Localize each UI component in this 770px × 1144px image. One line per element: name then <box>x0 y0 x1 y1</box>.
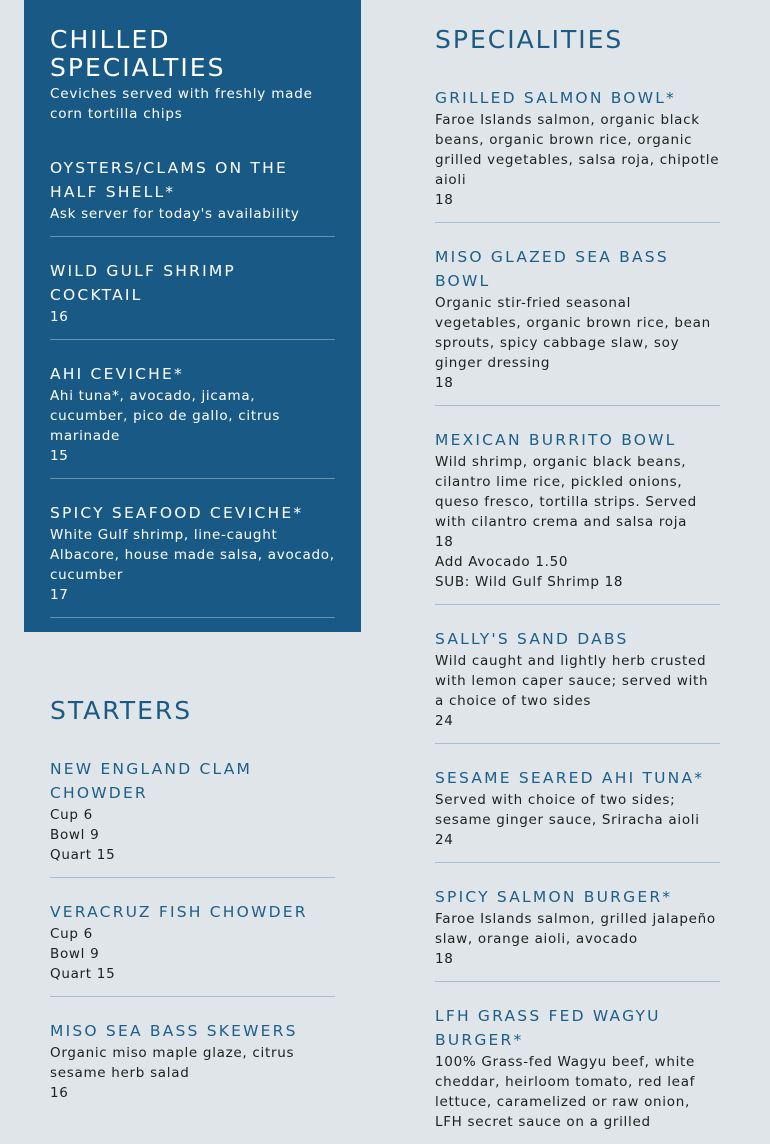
menu-item-price: Bowl 9 <box>50 946 100 962</box>
menu-item-price: 15 <box>50 448 69 464</box>
menu-item-name: VERACRUZ FISH CHOWDER <box>50 903 308 921</box>
menu-item-description: Wild caught and lightly herb crusted with lemon caper sauce; served with a choice of two sides <box>435 653 709 709</box>
menu-item-addon: Add Avocado 1.50 <box>435 554 569 570</box>
menu-item-price: Cup 6 <box>50 807 93 823</box>
menu-item-description: 100% Grass-fed Wagyu beef, white cheddar, heirloom tomato, red leaf lettuce, caramelized or raw onion, LFH secret sauce on a grilled <box>435 1054 696 1130</box>
menu-item-price: 18 <box>435 375 454 391</box>
menu-item-name: GRILLED SALMON BOWL* <box>435 89 677 107</box>
menu-item <box>435 245 720 406</box>
menu-item-name: LFH GRASS FED WAGYU BURGER* <box>435 1007 661 1049</box>
menu-item-description: Faroe Islands salmon, grilled jalapeño slaw, orange aioli, avocado <box>435 911 716 947</box>
menu-item-name: WILD GULF SHRIMP COCKTAIL <box>50 262 236 304</box>
starters-title: STARTERS <box>50 696 193 725</box>
specialities-title: SPECIALITIES <box>435 25 624 54</box>
menu-item-price: Quart 15 <box>50 966 116 982</box>
menu-item-description: Organic miso maple glaze, citrus sesame herb salad <box>50 1045 295 1081</box>
chilled-specialties-panel <box>24 0 361 632</box>
menu-item-name: SPICY SEAFOOD CEVICHE* <box>50 504 304 522</box>
chilled-specialties-section <box>50 26 335 618</box>
menu-item-price: 17 <box>50 587 69 603</box>
menu-item-name: NEW ENGLAND CLAM CHOWDER <box>50 760 253 802</box>
menu-item-price: 18 <box>435 192 454 208</box>
specialities-section <box>435 26 720 1144</box>
menu-item-price: Quart 15 <box>50 847 116 863</box>
menu-item-price: Cup 6 <box>50 926 93 942</box>
menu-item <box>50 501 335 618</box>
menu-item-price: 24 <box>435 713 454 729</box>
menu-item-description: Served with choice of two sides; sesame ginger sauce, Sriracha aioli <box>435 792 700 828</box>
menu-item-description: Organic stir-fried seasonal vegetables, organic brown rice, bean sprouts, spicy cabbage slaw, soy ginger dressing <box>435 295 711 371</box>
chilled-specialties-subtitle: Ceviches served with freshly made corn tortilla chips <box>50 86 313 122</box>
menu-item <box>435 766 720 863</box>
menu-item-name: SESAME SEARED AHI TUNA* <box>435 769 705 787</box>
menu-item-name: SPICY SALMON BURGER* <box>435 888 673 906</box>
menu-item-description: Ahi tuna*, avocado, jicama, cucumber, pico de gallo, citrus marinade <box>50 388 281 444</box>
menu-item <box>435 1004 720 1144</box>
menu-item-substitution: SUB: Wild Gulf Shrimp 18 <box>435 574 624 590</box>
menu-item-name: MISO SEA BASS SKEWERS <box>50 1022 298 1040</box>
menu-item-price: 18 <box>435 534 454 550</box>
menu-item <box>50 259 335 340</box>
menu-item <box>50 1019 335 1115</box>
menu-item-name: OYSTERS/CLAMS ON THE HALF SHELL* <box>50 159 288 201</box>
menu-item <box>435 428 720 605</box>
menu-item <box>435 885 720 982</box>
menu-item <box>435 627 720 744</box>
menu-item-description: Wild shrimp, organic black beans, cilantro lime rice, pickled onions, queso fresco, tortilla strips. Served with cilantro crema and salsa roja <box>435 454 697 530</box>
menu-item <box>50 757 335 878</box>
menu-item <box>435 86 720 223</box>
menu-item <box>50 156 335 237</box>
menu-item-price: 16 <box>50 309 69 325</box>
chilled-specialties-title: CHILLED SPECIALTIES <box>50 25 226 82</box>
menu-item-name: SALLY'S SAND DABS <box>435 630 629 648</box>
menu-item <box>50 900 335 997</box>
menu-item-name: AHI CEVICHE* <box>50 365 184 383</box>
menu-item-line: Ask server for today's availability <box>50 206 300 222</box>
menu-item <box>50 362 335 479</box>
menu-item-name: MEXICAN BURRITO BOWL <box>435 431 677 449</box>
menu-item-price: 16 <box>50 1085 69 1101</box>
menu-item-description: White Gulf shrimp, line-caught Albacore, house made salsa, avocado, cucumber <box>50 527 335 583</box>
menu-item-price: Bowl 9 <box>50 827 100 843</box>
menu-item-name: MISO GLAZED SEA BASS BOWL <box>435 248 669 290</box>
starters-section <box>50 697 335 1115</box>
menu-item-description: Faroe Islands salmon, organic black beans, organic brown rice, organic grilled vegetables, salsa roja, chipotle aioli <box>435 112 720 188</box>
menu-item-price: 24 <box>435 832 454 848</box>
menu-item-price: 18 <box>435 951 454 967</box>
